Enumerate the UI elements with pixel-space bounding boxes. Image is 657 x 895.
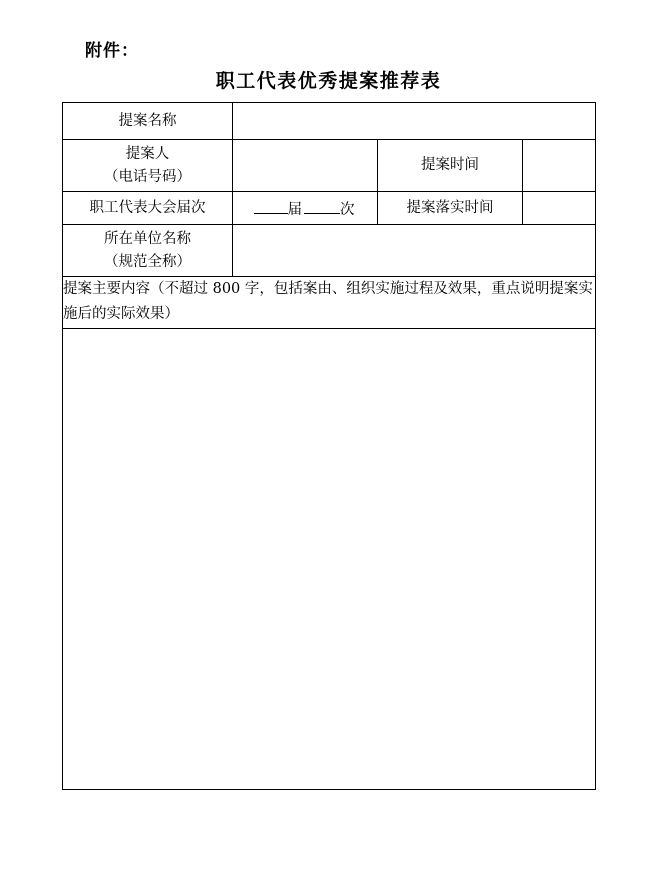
field-content-area[interactable] [63,328,596,789]
table-row-congress-session [63,192,596,225]
label-proposal-name: 提案名称 [63,103,233,140]
field-congress-session[interactable] [233,192,378,225]
table-row-content-note [63,277,596,329]
session-blank-1[interactable] [254,213,288,214]
proposal-form-table [62,102,596,790]
label-unit-name [63,225,233,277]
label-content-note: 提案主要内容（不超过 800 字，包括案由、组织实施过程及效果，重点说明提案实施后的实际效果） [63,277,596,329]
label-unit-name-line1: 所在单位名称 [104,231,191,248]
label-proposal-time: 提案时间 [378,140,523,192]
label-implementation-time: 提案落实时间 [378,192,523,225]
label-proposer-line2: （电话号码） [104,168,191,185]
field-unit-name[interactable] [233,225,596,277]
label-proposer-line1: 提案人 [125,146,170,163]
table-row-proposer [63,140,596,192]
session-blank-2[interactable] [304,213,340,214]
table-row-content-area [63,328,596,789]
table-row-proposal-name [63,103,596,140]
page-title: 职工代表优秀提案推荐表 [215,70,442,92]
table-row-unit-name [63,225,596,277]
label-unit-name-line2: （规范全称） [104,253,191,270]
session-unit-2: 次 [340,201,357,218]
field-proposal-time[interactable] [523,140,596,192]
field-proposal-name[interactable] [233,103,596,140]
attachment-label: 附件： [85,41,139,61]
session-unit-1: 届 [287,201,304,218]
label-congress-session: 职工代表大会届次 [63,192,233,225]
field-implementation-time[interactable] [523,192,596,225]
field-proposer[interactable] [233,140,378,192]
label-proposer [63,140,233,192]
